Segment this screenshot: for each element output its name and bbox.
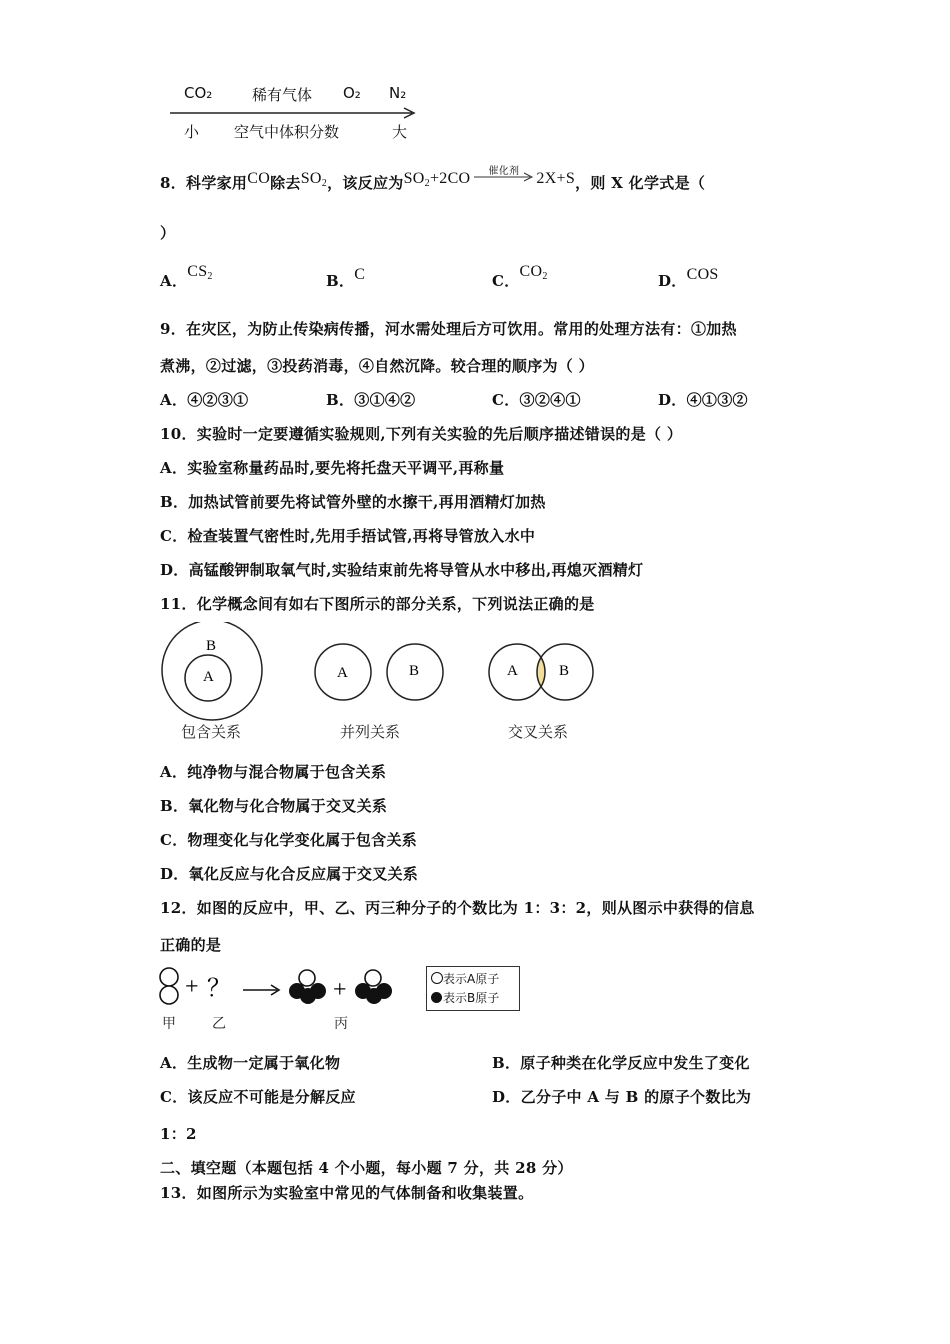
- question-8-close: ）: [160, 224, 176, 242]
- question-12-option-a: A．生成物一定属于氧化物: [160, 1054, 341, 1072]
- question-8-option-d: D．COS: [658, 266, 719, 290]
- question-8-option-b: B．C: [326, 266, 366, 290]
- question-8-option-a: A．$CS_2$: [160, 263, 213, 290]
- question-10-option-a: A．实验室称量药品时,要先将托盘天平调平,再称量: [160, 459, 505, 477]
- question-11-option-c: C．物理变化与化学变化属于包含关系: [160, 831, 418, 849]
- question-12-line-1: 12．如图的反应中，甲、乙、丙三种分子的个数比为 1：3：2，则从图示中获得的信息: [160, 899, 755, 917]
- question-12-option-d-continuation: 1：2: [160, 1125, 197, 1143]
- parallel-label-b: B: [409, 663, 420, 679]
- inclusion-label-a: A: [203, 669, 214, 685]
- concept-relationship-diagram: [155, 622, 605, 722]
- jia-atom-a-top: [160, 968, 178, 986]
- label-yi: 乙: [212, 1016, 226, 1032]
- axis-label-noble-gas: 稀有气体: [252, 86, 313, 104]
- question-10-option-b: B．加热试管前要先将试管外壁的水擦干,再用酒精灯加热: [160, 493, 546, 511]
- intersect-label-a: A: [507, 663, 518, 679]
- inclusion-label-b: B: [206, 638, 217, 654]
- caption-intersect: 交叉关系: [508, 723, 569, 741]
- question-10-stem: 10．实验时一定要遵循实验规则,下列有关实验的先后顺序描述错误的是（ ）: [160, 425, 683, 443]
- question-11-option-d: D．氧化反应与化合反应属于交叉关系: [160, 865, 419, 883]
- reaction-diagram: [155, 964, 415, 1014]
- question-mark: ？: [207, 976, 231, 1002]
- question-12-line-2: 正确的是: [160, 936, 222, 954]
- question-9-option-a: A．④②③①: [160, 391, 249, 409]
- label-jia: 甲: [162, 1016, 176, 1032]
- axis-label-co2: CO₂: [184, 84, 213, 102]
- question-10-option-d: D．高锰酸钾制取氧气时,实验结束前先将导管从水中移出,再熄灭酒精灯: [160, 561, 644, 579]
- white-circle-icon: [431, 972, 443, 984]
- question-12-option-c: C．该反应不可能是分解反应: [160, 1088, 356, 1106]
- section-2-heading: 二、填空题（本题包括 4 个小题，每小题 7 分，共 28 分）: [160, 1159, 573, 1177]
- question-9-option-c: C．③②④①: [492, 391, 581, 409]
- question-12-option-b: B．原子种类在化学反应中发生了变化: [492, 1054, 750, 1072]
- question-8-option-c: C．$CO_2$: [492, 263, 548, 290]
- caption-inclusion: 包含关系: [181, 723, 242, 741]
- question-12-option-d: D．乙分子中 A 与 B 的原子个数比为: [492, 1088, 752, 1106]
- question-8-stem: 8．科学家用CO除去$SO_2$，该反应为$SO_2+2CO$ 催化剂 2X+S，则 X 化学式是（: [160, 166, 706, 192]
- plus-sign-2: +: [333, 977, 347, 1003]
- catalyst-arrow: 催化剂: [470, 166, 536, 184]
- axis-arrow: [168, 106, 420, 120]
- axis-label-o2: O₂: [343, 84, 361, 102]
- axis-label-n2: N₂: [389, 84, 407, 102]
- question-11-stem: 11．化学概念间有如右下图所示的部分关系，下列说法正确的是: [160, 595, 595, 613]
- atom-legend: [426, 966, 520, 1011]
- question-11-option-b: B．氧化物与化合物属于交叉关系: [160, 797, 388, 815]
- legend-row-a: 表示A原子: [431, 970, 515, 989]
- question-9-line-1: 9．在灾区，为防止传染病传播，河水需处理后方可饮用。常用的处理方法有：①加热: [160, 320, 737, 338]
- parallel-label-a: A: [337, 665, 348, 681]
- legend-row-b: 表示B原子: [431, 989, 515, 1008]
- axis-title: 空气中体积分数: [234, 123, 340, 141]
- question-9-option-b: B．③①④②: [326, 391, 416, 409]
- caption-parallel: 并列关系: [340, 723, 401, 741]
- jia-atom-a-bottom: [160, 986, 178, 1004]
- question-13-stem: 13．如图所示为实验室中常见的气体制备和收集装置。: [160, 1184, 534, 1202]
- axis-large-label: 大: [392, 123, 408, 141]
- question-9-line-2: 煮沸，②过滤，③投药消毒，④自然沉降。较合理的顺序为（ ）: [160, 357, 594, 375]
- intersect-label-b: B: [559, 663, 570, 679]
- question-11-option-a: A．纯净物与混合物属于包含关系: [160, 763, 387, 781]
- question-10-option-c: C．检查装置气密性时,先用手捂试管,再将导管放入水中: [160, 527, 536, 545]
- label-bing: 丙: [334, 1016, 348, 1032]
- black-circle-icon: [431, 992, 442, 1003]
- question-9-option-d: D．④①③②: [658, 391, 748, 409]
- axis-small-label: 小: [184, 123, 200, 141]
- plus-sign-1: +: [185, 974, 199, 1000]
